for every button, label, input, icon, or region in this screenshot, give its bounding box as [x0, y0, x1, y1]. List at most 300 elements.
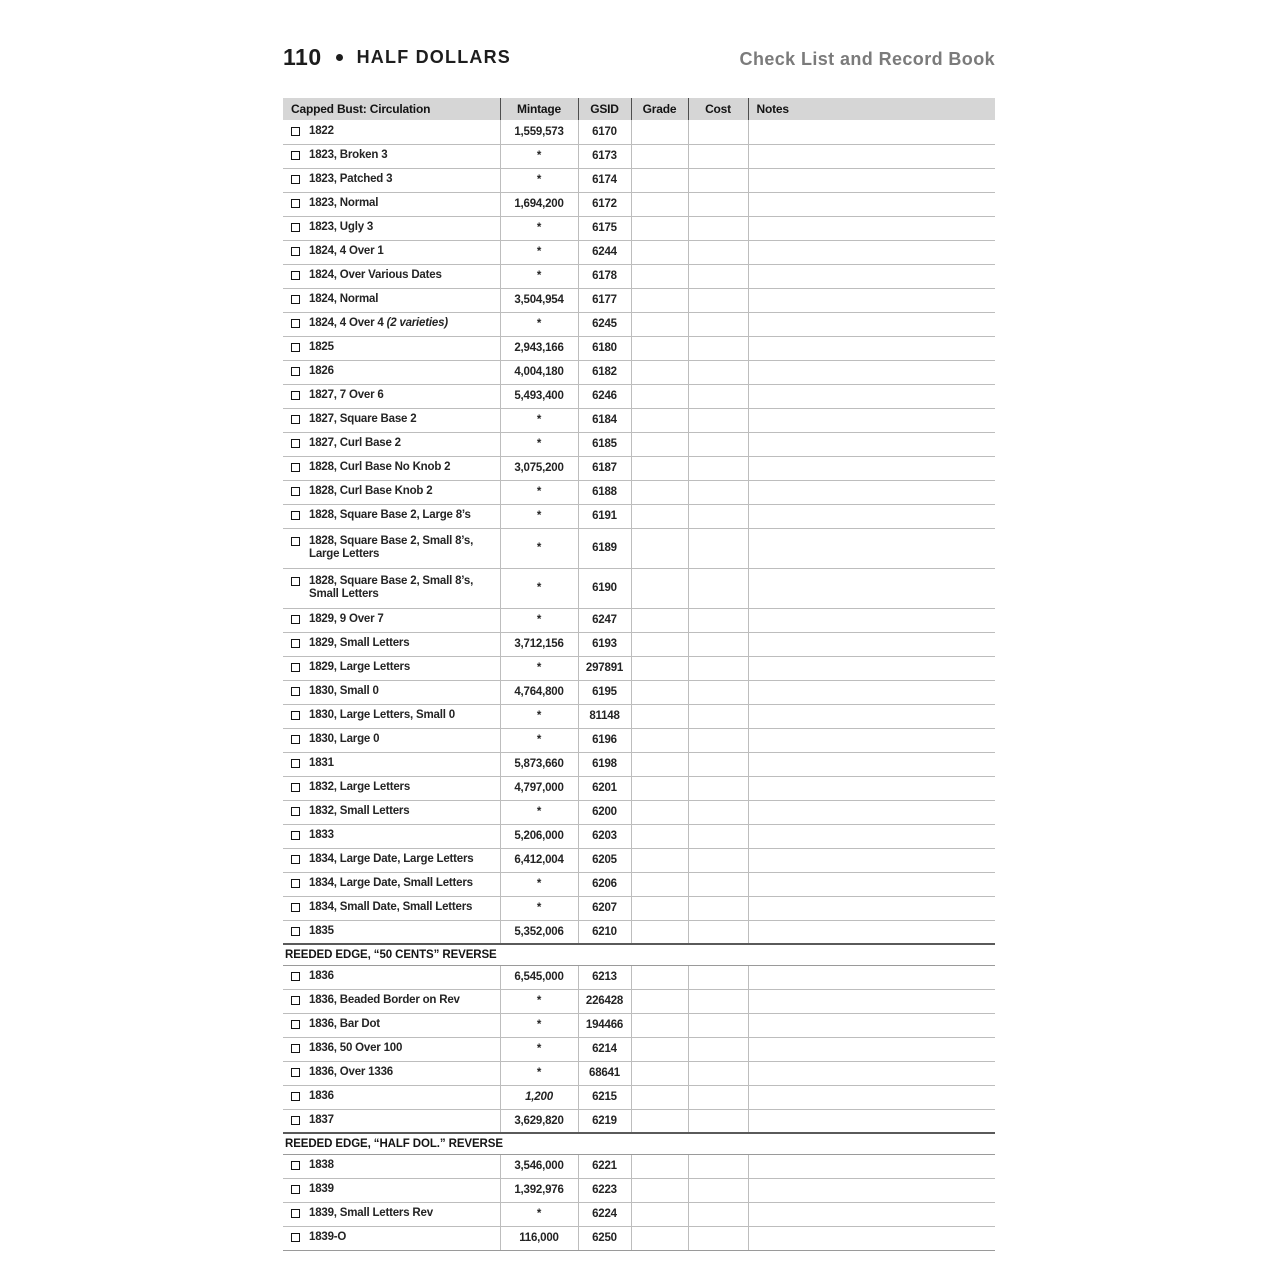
coin-name: 1823, Normal: [309, 197, 379, 210]
coin-name-cell: [283, 776, 500, 800]
checkbox[interactable]: [291, 1185, 300, 1194]
coin-name-cell: [283, 824, 500, 848]
grade-cell: [631, 1013, 688, 1037]
table-row: [283, 752, 995, 776]
coin-name: 1827, Curl Base 2: [309, 437, 401, 450]
notes-cell: [748, 1061, 995, 1085]
gsid-value: 6206: [578, 872, 631, 896]
checkbox[interactable]: [291, 127, 300, 136]
checkbox[interactable]: [291, 1116, 300, 1125]
checkbox[interactable]: [291, 247, 300, 256]
cost-cell: [688, 1037, 748, 1061]
table-row: [283, 384, 995, 408]
coin-name-cell: [283, 680, 500, 704]
cost-cell: [688, 800, 748, 824]
checkbox[interactable]: [291, 663, 300, 672]
mintage-value: *: [500, 216, 578, 240]
table-row: [283, 144, 995, 168]
gsid-value: 6224: [578, 1202, 631, 1226]
cost-cell: [688, 432, 748, 456]
cost-cell: [688, 360, 748, 384]
grade-cell: [631, 1202, 688, 1226]
mintage-value: 5,206,000: [500, 824, 578, 848]
gsid-value: 6247: [578, 608, 631, 632]
grade-cell: [631, 704, 688, 728]
cost-cell: [688, 608, 748, 632]
checkbox[interactable]: [291, 927, 300, 936]
mintage-value: *: [500, 1061, 578, 1085]
coin-name: 1828, Curl Base Knob 2: [309, 485, 433, 498]
notes-cell: [748, 312, 995, 336]
section-row: [283, 1133, 995, 1154]
column-header-name: Capped Bust: Circulation: [283, 98, 500, 120]
coin-name-cell: [283, 848, 500, 872]
checkbox[interactable]: [291, 439, 300, 448]
cost-cell: [688, 1013, 748, 1037]
cost-cell: [688, 336, 748, 360]
notes-cell: [748, 528, 995, 568]
mintage-value: *: [500, 408, 578, 432]
checkbox[interactable]: [291, 577, 300, 586]
coin-name: 1823, Patched 3: [309, 173, 393, 186]
cost-cell: [688, 680, 748, 704]
grade-cell: [631, 568, 688, 608]
mintage-value: 3,712,156: [500, 632, 578, 656]
coin-name-cell: [283, 800, 500, 824]
cost-cell: [688, 920, 748, 944]
coin-name-cell: [283, 1178, 500, 1202]
coin-name: 1829, Small Letters: [309, 637, 410, 650]
mintage-value: 6,412,004: [500, 848, 578, 872]
cost-cell: [688, 1061, 748, 1085]
coin-name: 1824, 4 Over 4 (2 varieties): [309, 317, 448, 330]
checkbox[interactable]: [291, 319, 300, 328]
gsid-value: 6244: [578, 240, 631, 264]
gsid-value: 6180: [578, 336, 631, 360]
notes-cell: [748, 1109, 995, 1133]
gsid-value: 297891: [578, 656, 631, 680]
coin-name: 1839: [309, 1183, 334, 1196]
table-row: [283, 408, 995, 432]
coin-name: 1823, Ugly 3: [309, 221, 374, 234]
gsid-value: 6213: [578, 965, 631, 989]
table-row: [283, 1085, 995, 1109]
checkbox[interactable]: [291, 175, 300, 184]
cost-cell: [688, 168, 748, 192]
mintage-value: 5,352,006: [500, 920, 578, 944]
table-row: [283, 1202, 995, 1226]
coin-name: 1836: [309, 1090, 334, 1103]
coin-name: 1828, Square Base 2, Large 8’s: [309, 509, 471, 522]
notes-cell: [748, 216, 995, 240]
checkbox[interactable]: [291, 879, 300, 888]
cost-cell: [688, 656, 748, 680]
cost-cell: [688, 1085, 748, 1109]
table-row: [283, 728, 995, 752]
checkbox[interactable]: [291, 295, 300, 304]
coin-name: 1828, Curl Base No Knob 2: [309, 461, 451, 474]
notes-cell: [748, 504, 995, 528]
mintage-value: *: [500, 168, 578, 192]
grade-cell: [631, 1061, 688, 1085]
table-row: [283, 632, 995, 656]
mintage-value: *: [500, 704, 578, 728]
mintage-value: 1,694,200: [500, 192, 578, 216]
gsid-value: 6182: [578, 360, 631, 384]
section-label: REEDED EDGE, “50 CENTS” REVERSE: [283, 944, 995, 965]
notes-cell: [748, 824, 995, 848]
cost-cell: [688, 456, 748, 480]
coin-name-cell: [283, 1202, 500, 1226]
checkbox[interactable]: [291, 487, 300, 496]
notes-cell: [748, 1037, 995, 1061]
coin-name: 1832, Small Letters: [309, 805, 410, 818]
table-row: [283, 848, 995, 872]
gsid-value: 6214: [578, 1037, 631, 1061]
grade-cell: [631, 728, 688, 752]
checkbox[interactable]: [291, 783, 300, 792]
gsid-value: 6201: [578, 776, 631, 800]
cost-cell: [688, 776, 748, 800]
gsid-value: 6219: [578, 1109, 631, 1133]
grade-cell: [631, 192, 688, 216]
checkbox[interactable]: [291, 1161, 300, 1170]
checkbox[interactable]: [291, 711, 300, 720]
mintage-value: 1,392,976: [500, 1178, 578, 1202]
gsid-value: 6205: [578, 848, 631, 872]
coin-name: 1826: [309, 365, 334, 378]
table-row: [283, 568, 995, 608]
page-title: HALF DOLLARS: [356, 47, 511, 67]
coin-name: 1824, 4 Over 1: [309, 245, 384, 258]
table-row: [283, 288, 995, 312]
coin-name: 1835: [309, 925, 334, 937]
mintage-value: 4,004,180: [500, 360, 578, 384]
coin-name-cell: [283, 480, 500, 504]
mintage-value: 4,797,000: [500, 776, 578, 800]
cost-cell: [688, 240, 748, 264]
notes-cell: [748, 432, 995, 456]
page-number: 110: [283, 44, 322, 70]
coin-name-cell: [283, 704, 500, 728]
grade-cell: [631, 480, 688, 504]
mintage-value: 5,873,660: [500, 752, 578, 776]
grade-cell: [631, 989, 688, 1013]
coin-name-cell: [283, 1109, 500, 1133]
coin-name-cell: [283, 504, 500, 528]
mintage-value: 3,075,200: [500, 456, 578, 480]
checkbox[interactable]: [291, 831, 300, 840]
checkbox[interactable]: [291, 199, 300, 208]
checkbox[interactable]: [291, 615, 300, 624]
grade-cell: [631, 1226, 688, 1250]
page-header-left: [283, 44, 511, 71]
table-row: [283, 872, 995, 896]
gsid-value: 6223: [578, 1178, 631, 1202]
coin-name: 1829, 9 Over 7: [309, 613, 384, 626]
checkbox[interactable]: [291, 855, 300, 864]
gsid-value: 6246: [578, 384, 631, 408]
coin-name-cell: [283, 965, 500, 989]
gsid-value: 6178: [578, 264, 631, 288]
coin-name-cell: [283, 288, 500, 312]
mintage-value: *: [500, 1202, 578, 1226]
gsid-value: 6196: [578, 728, 631, 752]
checkbox[interactable]: [291, 687, 300, 696]
cost-cell: [688, 704, 748, 728]
notes-cell: [748, 336, 995, 360]
notes-cell: [748, 1154, 995, 1178]
coin-name: 1827, Square Base 2: [309, 413, 417, 426]
grade-cell: [631, 168, 688, 192]
table-row: [283, 608, 995, 632]
grade-cell: [631, 1154, 688, 1178]
coin-name: 1839-O: [309, 1231, 347, 1244]
coin-name-cell: [283, 528, 500, 568]
mintage-value: *: [500, 1037, 578, 1061]
cost-cell: [688, 568, 748, 608]
coin-name: 1836, Bar Dot: [309, 1018, 380, 1031]
section-row: [283, 944, 995, 965]
coin-name-cell: [283, 1061, 500, 1085]
cost-cell: [688, 1202, 748, 1226]
mintage-value: *: [500, 264, 578, 288]
checkbox[interactable]: [291, 271, 300, 280]
grade-cell: [631, 920, 688, 944]
mintage-value: *: [500, 504, 578, 528]
coin-name: 1827, 7 Over 6: [309, 389, 384, 402]
notes-cell: [748, 480, 995, 504]
column-header-notes: Notes: [748, 98, 995, 120]
table-row: [283, 1013, 995, 1037]
coin-name: 1834, Large Date, Small Letters: [309, 877, 473, 890]
mintage-value: *: [500, 568, 578, 608]
grade-cell: [631, 120, 688, 144]
cost-cell: [688, 216, 748, 240]
mintage-value: *: [500, 656, 578, 680]
notes-cell: [748, 920, 995, 944]
gsid-value: 6207: [578, 896, 631, 920]
mintage-value: *: [500, 312, 578, 336]
coin-name-cell: [283, 192, 500, 216]
coin-name: 1822: [309, 125, 334, 137]
grade-cell: [631, 384, 688, 408]
mintage-value: *: [500, 1013, 578, 1037]
gsid-value: 6173: [578, 144, 631, 168]
notes-cell: [748, 168, 995, 192]
checkbox[interactable]: [291, 639, 300, 648]
coin-name-cell: [283, 120, 500, 144]
table-header-row: [283, 98, 995, 120]
table-row: [283, 920, 995, 944]
cost-cell: [688, 1154, 748, 1178]
checkbox[interactable]: [291, 972, 300, 981]
coin-name-cell: [283, 312, 500, 336]
checkbox[interactable]: [291, 1209, 300, 1218]
coin-name: 1830, Large Letters, Small 0: [309, 709, 455, 722]
cost-cell: [688, 1178, 748, 1202]
grade-cell: [631, 680, 688, 704]
notes-cell: [748, 264, 995, 288]
gsid-value: 6250: [578, 1226, 631, 1250]
grade-cell: [631, 608, 688, 632]
table-row: [283, 192, 995, 216]
gsid-value: 6187: [578, 456, 631, 480]
column-header-cost: Cost: [688, 98, 748, 120]
mintage-value: *: [500, 728, 578, 752]
checkbox[interactable]: [291, 1044, 300, 1053]
table-row: [283, 824, 995, 848]
notes-cell: [748, 240, 995, 264]
notes-cell: [748, 989, 995, 1013]
cost-cell: [688, 632, 748, 656]
checkbox[interactable]: [291, 343, 300, 352]
mintage-value: *: [500, 872, 578, 896]
table-row: [283, 1037, 995, 1061]
grade-cell: [631, 504, 688, 528]
coin-name: 1828, Square Base 2, Small 8’s, Large Letters: [309, 534, 474, 560]
mintage-value: 116,000: [500, 1226, 578, 1250]
checkbox[interactable]: [291, 391, 300, 400]
coin-name-cell: [283, 432, 500, 456]
notes-cell: [748, 728, 995, 752]
grade-cell: [631, 456, 688, 480]
checkbox[interactable]: [291, 415, 300, 424]
mintage-value: 1,559,573: [500, 120, 578, 144]
book-page: [283, 44, 995, 1251]
column-header-gsid: GSID: [578, 98, 631, 120]
grade-cell: [631, 240, 688, 264]
mintage-value: 3,546,000: [500, 1154, 578, 1178]
mintage-value: 6,545,000: [500, 965, 578, 989]
checkbox[interactable]: [291, 463, 300, 472]
checkbox[interactable]: [291, 511, 300, 520]
gsid-value: 6184: [578, 408, 631, 432]
coin-name: 1836, Over 1336: [309, 1066, 393, 1079]
checkbox[interactable]: [291, 367, 300, 376]
mintage-value: 5,493,400: [500, 384, 578, 408]
gsid-value: 6172: [578, 192, 631, 216]
grade-cell: [631, 216, 688, 240]
gsid-value: 6210: [578, 920, 631, 944]
notes-cell: [748, 848, 995, 872]
checkbox[interactable]: [291, 996, 300, 1005]
cost-cell: [688, 1109, 748, 1133]
coin-name-cell: [283, 360, 500, 384]
grade-cell: [631, 752, 688, 776]
notes-cell: [748, 1013, 995, 1037]
table-row: [283, 264, 995, 288]
coin-name-cell: [283, 1037, 500, 1061]
grade-cell: [631, 1109, 688, 1133]
table-row: [283, 456, 995, 480]
gsid-value: 6245: [578, 312, 631, 336]
coin-name-cell: [283, 872, 500, 896]
coin-name: 1836: [309, 970, 334, 983]
mintage-value: *: [500, 432, 578, 456]
mintage-value: 2,943,166: [500, 336, 578, 360]
gsid-value: 6203: [578, 824, 631, 848]
table-row: [283, 480, 995, 504]
grade-cell: [631, 1085, 688, 1109]
notes-cell: [748, 608, 995, 632]
checkbox[interactable]: [291, 735, 300, 744]
cost-cell: [688, 192, 748, 216]
coin-name: 1832, Large Letters: [309, 781, 411, 794]
checkbox[interactable]: [291, 759, 300, 768]
cost-cell: [688, 384, 748, 408]
grade-cell: [631, 896, 688, 920]
gsid-value: 6193: [578, 632, 631, 656]
cost-cell: [688, 480, 748, 504]
section-label: REEDED EDGE, “HALF DOL.” REVERSE: [283, 1133, 995, 1154]
coin-name: 1831: [309, 757, 334, 770]
gsid-value: 6188: [578, 480, 631, 504]
cost-cell: [688, 752, 748, 776]
cost-cell: [688, 288, 748, 312]
coin-name-cell: [283, 1013, 500, 1037]
cost-cell: [688, 896, 748, 920]
notes-cell: [748, 120, 995, 144]
grade-cell: [631, 656, 688, 680]
grade-cell: [631, 312, 688, 336]
checkbox[interactable]: [291, 223, 300, 232]
table-row: [283, 240, 995, 264]
gsid-value: 6191: [578, 504, 631, 528]
checkbox[interactable]: [291, 1020, 300, 1029]
table-row: [283, 1154, 995, 1178]
checkbox[interactable]: [291, 537, 300, 546]
checkbox[interactable]: [291, 151, 300, 160]
notes-cell: [748, 656, 995, 680]
notes-cell: [748, 680, 995, 704]
mintage-value: *: [500, 989, 578, 1013]
coin-name-cell: [283, 920, 500, 944]
table-row: [283, 360, 995, 384]
coin-name-cell: [283, 168, 500, 192]
checkbox[interactable]: [291, 807, 300, 816]
checkbox[interactable]: [291, 1068, 300, 1077]
table-row: [283, 800, 995, 824]
cost-cell: [688, 504, 748, 528]
coin-name: 1833: [309, 829, 334, 842]
coin-name-cell: [283, 728, 500, 752]
cost-cell: [688, 872, 748, 896]
cost-cell: [688, 965, 748, 989]
coin-name-cell: [283, 240, 500, 264]
book-title: Check List and Record Book: [739, 49, 995, 69]
coin-name-cell: [283, 896, 500, 920]
table-row: [283, 528, 995, 568]
notes-cell: [748, 360, 995, 384]
checkbox[interactable]: [291, 903, 300, 912]
gsid-value: 6170: [578, 120, 631, 144]
table-row: [283, 336, 995, 360]
coin-name: 1836, 50 Over 100: [309, 1042, 403, 1055]
notes-cell: [748, 872, 995, 896]
checkbox[interactable]: [291, 1092, 300, 1101]
cost-cell: [688, 264, 748, 288]
coin-name: 1824, Normal: [309, 293, 379, 306]
notes-cell: [748, 456, 995, 480]
gsid-value: 6189: [578, 528, 631, 568]
grade-cell: [631, 360, 688, 384]
checkbox[interactable]: [291, 1233, 300, 1242]
gsid-value: 81148: [578, 704, 631, 728]
coin-checklist-table: [283, 98, 995, 1251]
mintage-value: 1,200: [500, 1085, 578, 1109]
grade-cell: [631, 872, 688, 896]
